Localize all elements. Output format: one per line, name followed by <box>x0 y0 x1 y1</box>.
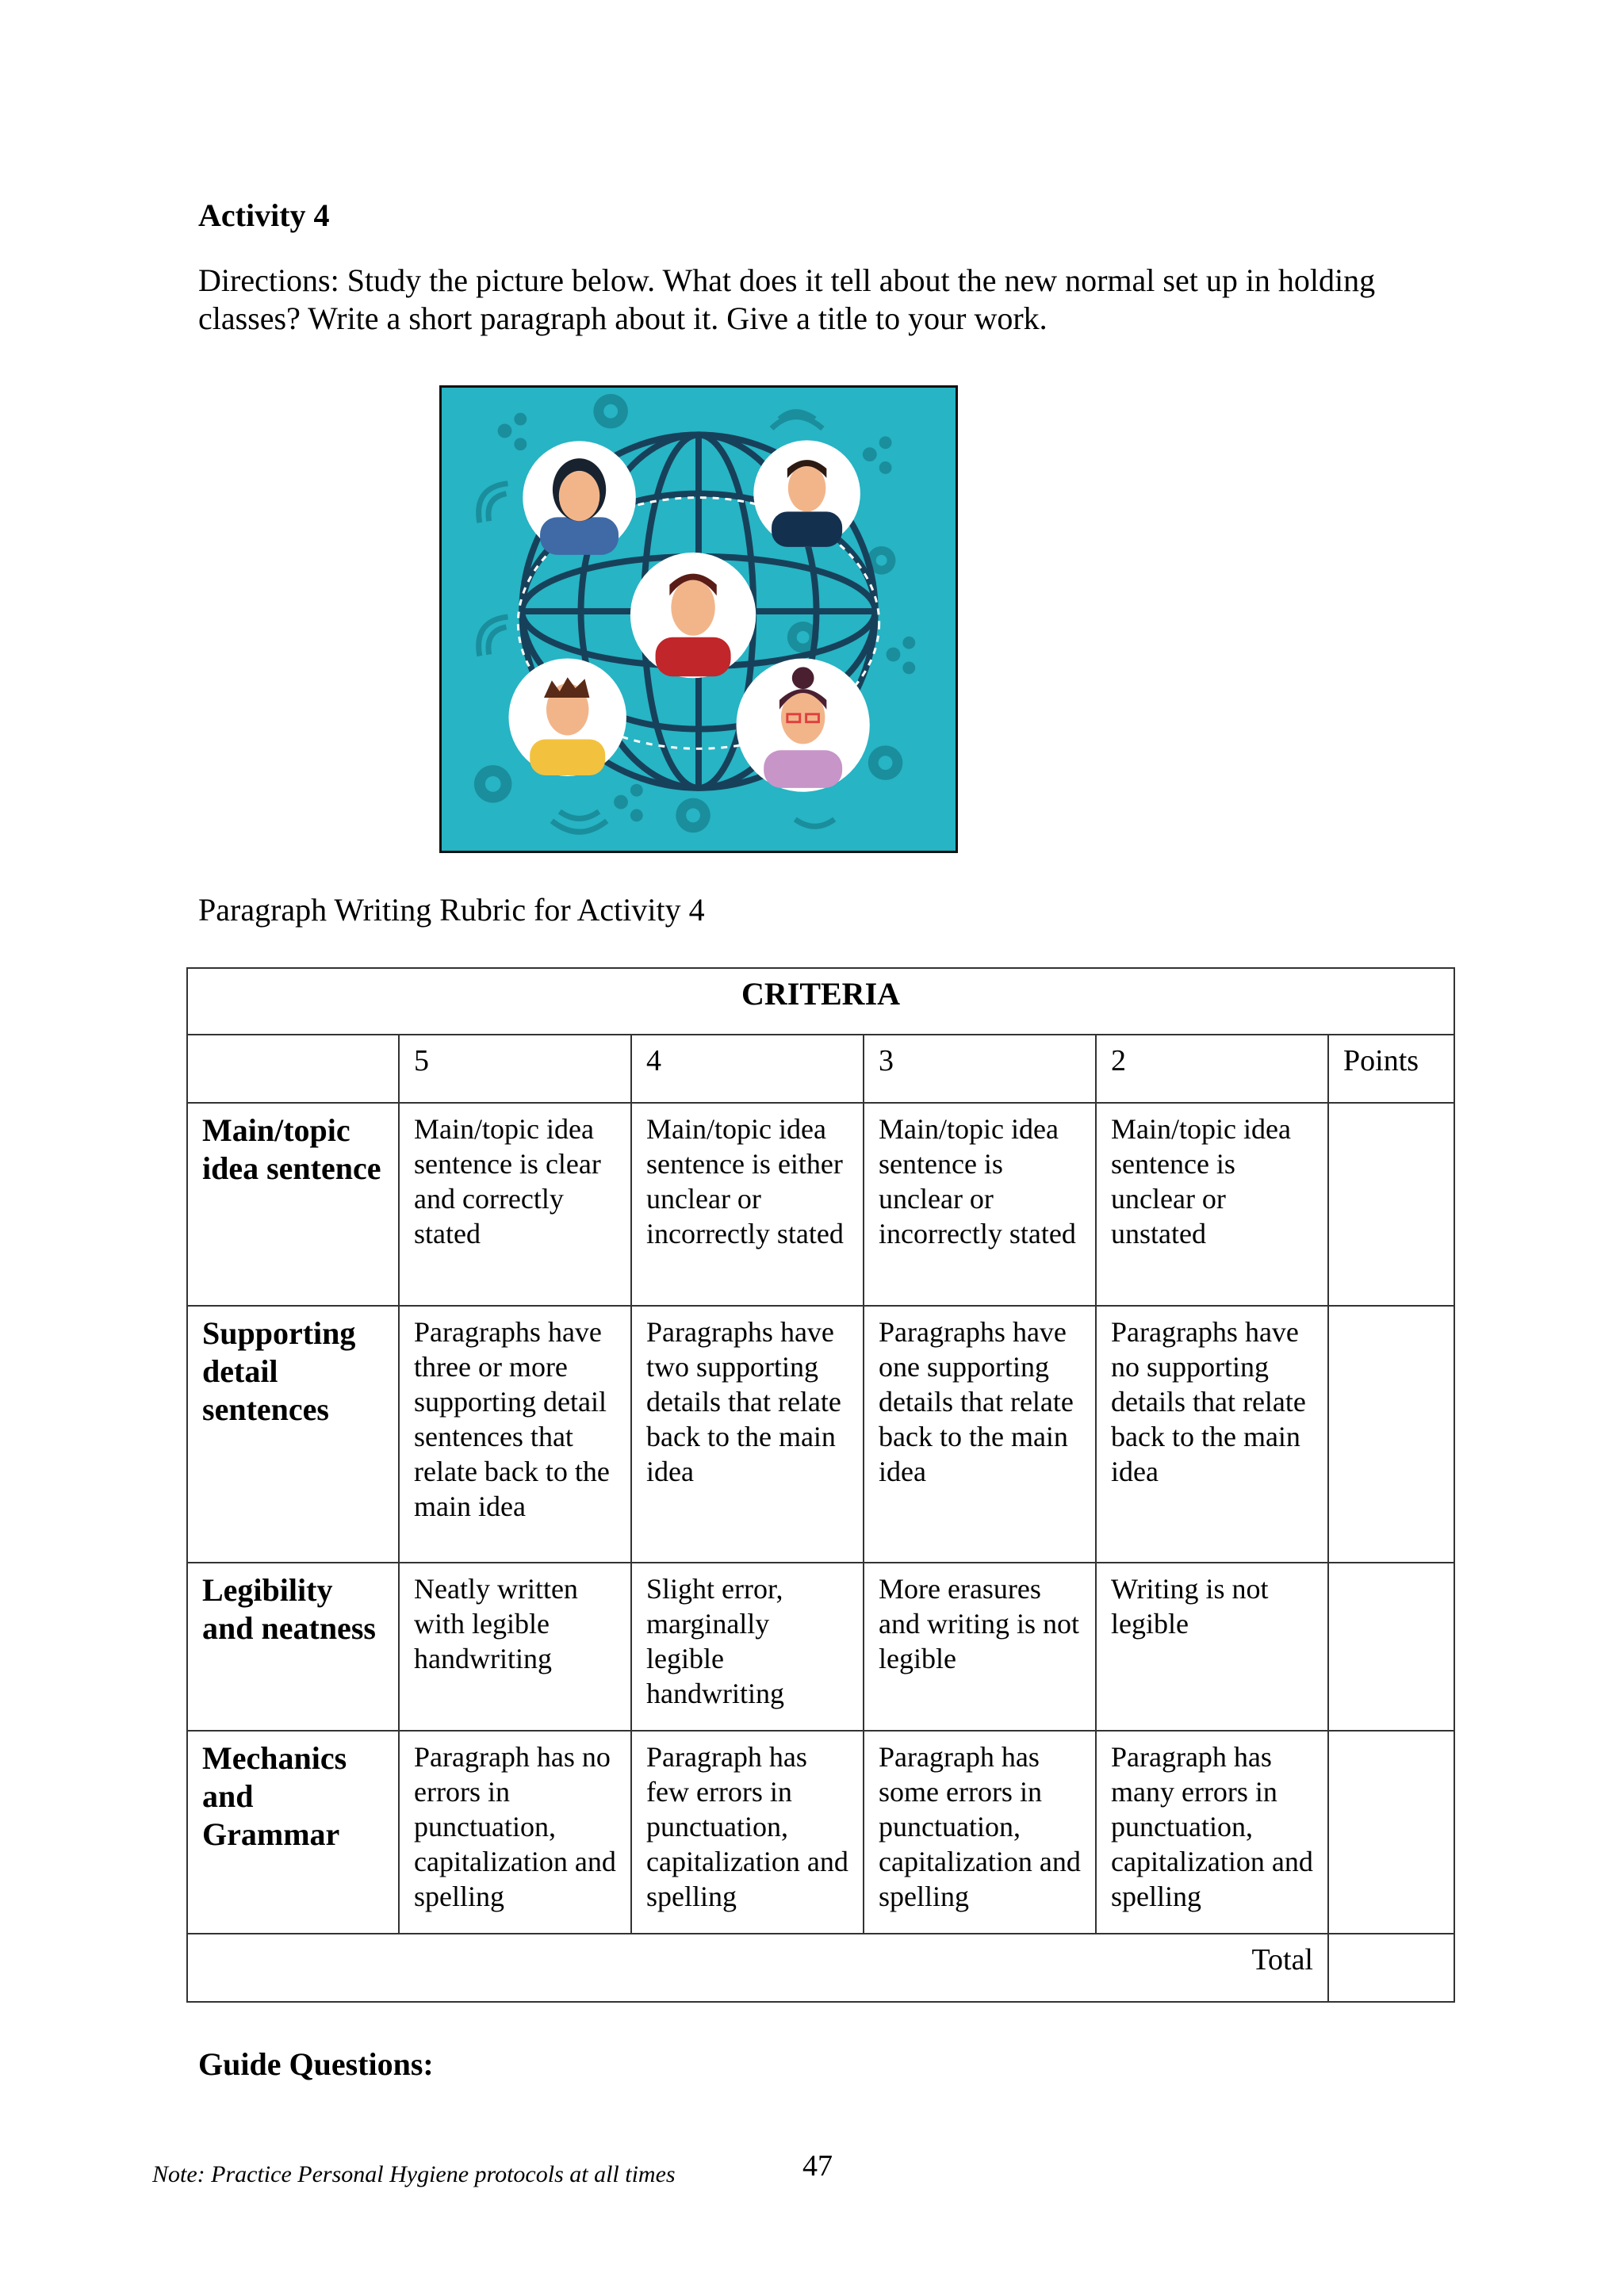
criteria-header: CRITERIA <box>187 968 1454 1035</box>
criterion-label: Legibility and neatness <box>187 1563 399 1731</box>
points-cell <box>1328 1563 1454 1731</box>
person-avatar-icon <box>523 441 636 555</box>
criterion-label: Mechanics and Grammar <box>187 1731 399 1934</box>
level-header: 5 <box>399 1035 631 1103</box>
level-header: 3 <box>864 1035 1096 1103</box>
points-cell <box>1328 1103 1454 1306</box>
rubric-cell: Paragraph has many errors in punctuation, capitalization and spelling <box>1096 1731 1328 1934</box>
total-points-cell <box>1328 1934 1454 2002</box>
rubric-cell: Main/topic idea sentence is unclear or unstated <box>1096 1103 1328 1306</box>
table-row <box>187 1306 1454 1563</box>
rubric-cell: Slight error, marginally legible handwriting <box>631 1563 864 1731</box>
table-row <box>187 1731 1454 1934</box>
rubric-table <box>186 967 1455 2003</box>
rubric-cell: Paragraph has few errors in punctuation, capitalization and spelling <box>631 1731 864 1934</box>
activity-title: Activity 4 <box>198 197 330 233</box>
person-avatar-icon <box>508 658 626 775</box>
page-number: 47 <box>802 2149 833 2183</box>
guide-questions-heading: Guide Questions: <box>198 2046 434 2082</box>
rubric-cell: Main/topic idea sentence is either unclear or incorrectly stated <box>631 1103 864 1306</box>
rubric-cell: Neatly written with legible handwriting <box>399 1563 631 1731</box>
points-cell <box>1328 1731 1454 1934</box>
rubric-cell: Main/topic idea sentence is unclear or incorrectly stated <box>864 1103 1096 1306</box>
person-avatar-icon <box>753 440 860 547</box>
level-header: 4 <box>631 1035 864 1103</box>
empty-header-cell <box>187 1035 399 1103</box>
total-label: Total <box>187 1934 1328 2002</box>
rubric-cell: Paragraphs have no supporting details that relate back to the main idea <box>1096 1306 1328 1563</box>
person-avatar-icon <box>737 658 870 791</box>
person-avatar-icon <box>630 553 756 678</box>
table-row <box>187 1563 1454 1731</box>
criterion-label: Main/topic idea sentence <box>187 1103 399 1306</box>
points-cell <box>1328 1306 1454 1563</box>
levels-row <box>187 1035 1454 1103</box>
rubric-cell: Main/topic idea sentence is clear and correctly stated <box>399 1103 631 1306</box>
rubric-caption: Paragraph Writing Rubric for Activity 4 <box>198 892 705 928</box>
rubric-cell: Paragraphs have one supporting details that relate back to the main idea <box>864 1306 1096 1563</box>
points-header: Points <box>1328 1035 1454 1103</box>
rubric-cell: Writing is not legible <box>1096 1563 1328 1731</box>
directions-text: Directions: Study the picture below. What does it tell about the new normal set up in holding classes? Write a short paragraph about it. Give a title to your work. <box>198 262 1376 336</box>
total-row <box>187 1934 1454 2002</box>
online-class-illustration <box>439 385 958 853</box>
rubric-cell: Paragraph has some errors in punctuation, capitalization and spelling <box>864 1731 1096 1934</box>
criterion-label: Supporting detail sentences <box>187 1306 399 1563</box>
rubric-cell: More erasures and writing is not legible <box>864 1563 1096 1731</box>
level-header: 2 <box>1096 1035 1328 1103</box>
footer-note: Note: Practice Personal Hygiene protocols at all times <box>152 2161 676 2187</box>
rubric-cell: Paragraphs have three or more supporting detail sentences that relate back to the main idea <box>399 1306 631 1563</box>
table-row <box>187 1103 1454 1306</box>
rubric-cell: Paragraph has no errors in punctuation, capitalization and spelling <box>399 1731 631 1934</box>
rubric-cell: Paragraphs have two supporting details that relate back to the main idea <box>631 1306 864 1563</box>
